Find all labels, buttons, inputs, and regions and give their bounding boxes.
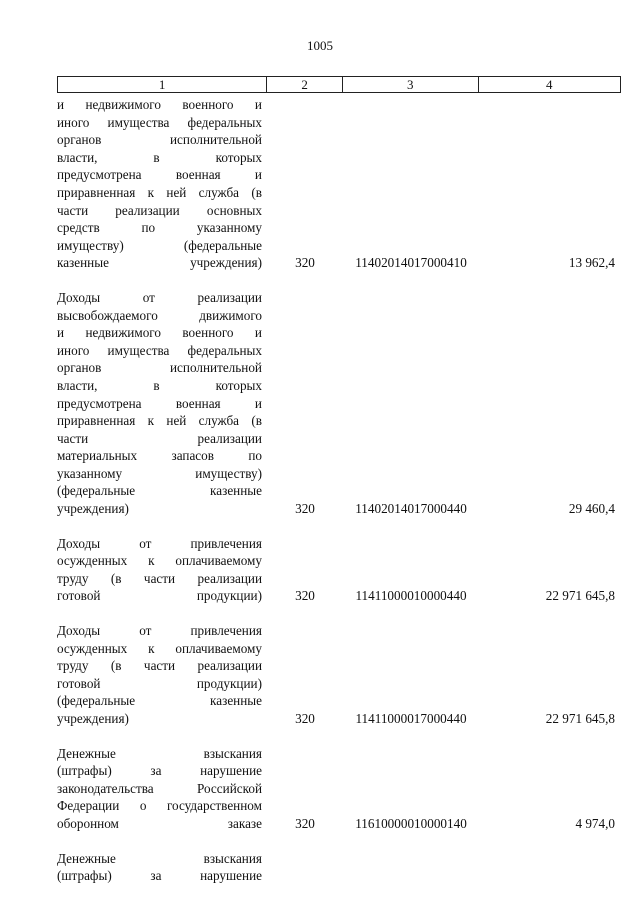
- description-line: власти, в которых: [57, 149, 262, 165]
- description-line: законодательства Российской: [57, 780, 262, 796]
- description-line: (федеральные казенные: [57, 483, 262, 499]
- description-line: имуществу) (федеральные: [57, 237, 262, 253]
- table-row: [57, 96, 621, 272]
- description-line: власти, в которых: [57, 377, 262, 393]
- header-col-2: 2: [267, 77, 343, 92]
- table-header: [57, 76, 621, 93]
- description-line: материальных запасов по: [57, 448, 262, 464]
- description-line: Доходы от привлечения: [57, 623, 262, 639]
- description-line: предусмотрена военная и: [57, 395, 262, 411]
- table-row: [57, 535, 621, 605]
- description-line: иного имущества федеральных: [57, 342, 262, 358]
- description-line: осужденных к оплачиваемому: [57, 640, 262, 656]
- page-number: 1005: [307, 38, 333, 53]
- row-description: [57, 850, 262, 885]
- description-line: органов исполнительной: [57, 132, 262, 148]
- row-description: [57, 745, 262, 833]
- description-line: предусмотрена военная и: [57, 167, 262, 183]
- description-line: готовой продукции): [57, 675, 262, 691]
- row-admin-code: 320: [295, 255, 315, 271]
- header-col-3: 3: [343, 77, 479, 92]
- row-description: [57, 96, 262, 272]
- row-amount: 22 971 645,8: [545, 711, 615, 726]
- description-line: (штрафы) за нарушение: [57, 763, 262, 779]
- row-admin-code: 320: [295, 501, 315, 517]
- description-line: указанному имуществу): [57, 465, 262, 481]
- description-line: иного имущества федеральных: [57, 114, 262, 130]
- row-budget-code: 11402014017000410: [355, 255, 467, 271]
- row-amount: 22 971 645,8: [545, 588, 615, 604]
- row-admin-code: 320: [295, 711, 315, 726]
- description-line: учреждения): [57, 501, 129, 517]
- row-gap: [57, 518, 621, 535]
- row-admin-code: 320: [295, 815, 315, 831]
- row-gap: [57, 833, 621, 850]
- row-description: [57, 622, 262, 728]
- description-line: органов исполнительной: [57, 360, 262, 376]
- description-line: труду (в части реализации: [57, 570, 262, 586]
- description-line: (федеральные казенные: [57, 693, 262, 709]
- row-budget-code: 11411000017000440: [355, 711, 467, 726]
- description-line: приравненная к ней служба (в: [57, 413, 262, 429]
- table-body: [57, 96, 621, 885]
- row-budget-code: 11610000010000140: [355, 815, 467, 831]
- description-line: и недвижимого военного и: [57, 97, 262, 112]
- description-line: Доходы от реализации: [57, 289, 262, 305]
- description-line: оборонном заказе: [57, 815, 262, 831]
- description-line: и недвижимого военного и: [57, 325, 262, 341]
- row-amount: 29 460,4: [568, 501, 615, 517]
- header-col-1: 1: [58, 77, 267, 92]
- row-admin-code: 320: [295, 588, 315, 604]
- row-budget-code: 11411000010000440: [355, 588, 467, 604]
- table-row: [57, 850, 621, 885]
- header-col-4: 4: [546, 77, 553, 92]
- description-line: Доходы от привлечения: [57, 535, 262, 551]
- row-gap: [57, 272, 621, 289]
- row-amount: 4 974,0: [575, 815, 615, 831]
- description-line: части реализации основных: [57, 202, 262, 218]
- description-line: Денежные взыскания: [57, 850, 262, 866]
- description-line: готовой продукции): [57, 588, 262, 604]
- table-row: [57, 745, 621, 833]
- description-line: учреждения): [57, 711, 129, 726]
- description-line: осужденных к оплачиваемому: [57, 553, 262, 569]
- description-line: Денежные взыскания: [57, 745, 262, 761]
- table-row: [57, 289, 621, 518]
- description-line: казенные учреждения): [57, 255, 262, 271]
- description-line: Федерации о государственном: [57, 798, 262, 814]
- row-gap: [57, 728, 621, 745]
- description-line: (штрафы) за нарушение: [57, 868, 262, 884]
- row-budget-code: 11402014017000440: [355, 501, 467, 517]
- description-line: средств по указанному: [57, 220, 262, 236]
- description-line: части реализации: [57, 430, 262, 446]
- description-line: высвобождаемого движимого: [57, 307, 262, 323]
- table-row: [57, 622, 621, 728]
- row-gap: [57, 605, 621, 622]
- description-line: приравненная к ней служба (в: [57, 184, 262, 200]
- row-description: [57, 535, 262, 605]
- row-description: [57, 289, 262, 518]
- row-amount: 13 962,4: [568, 255, 615, 271]
- description-line: труду (в части реализации: [57, 658, 262, 674]
